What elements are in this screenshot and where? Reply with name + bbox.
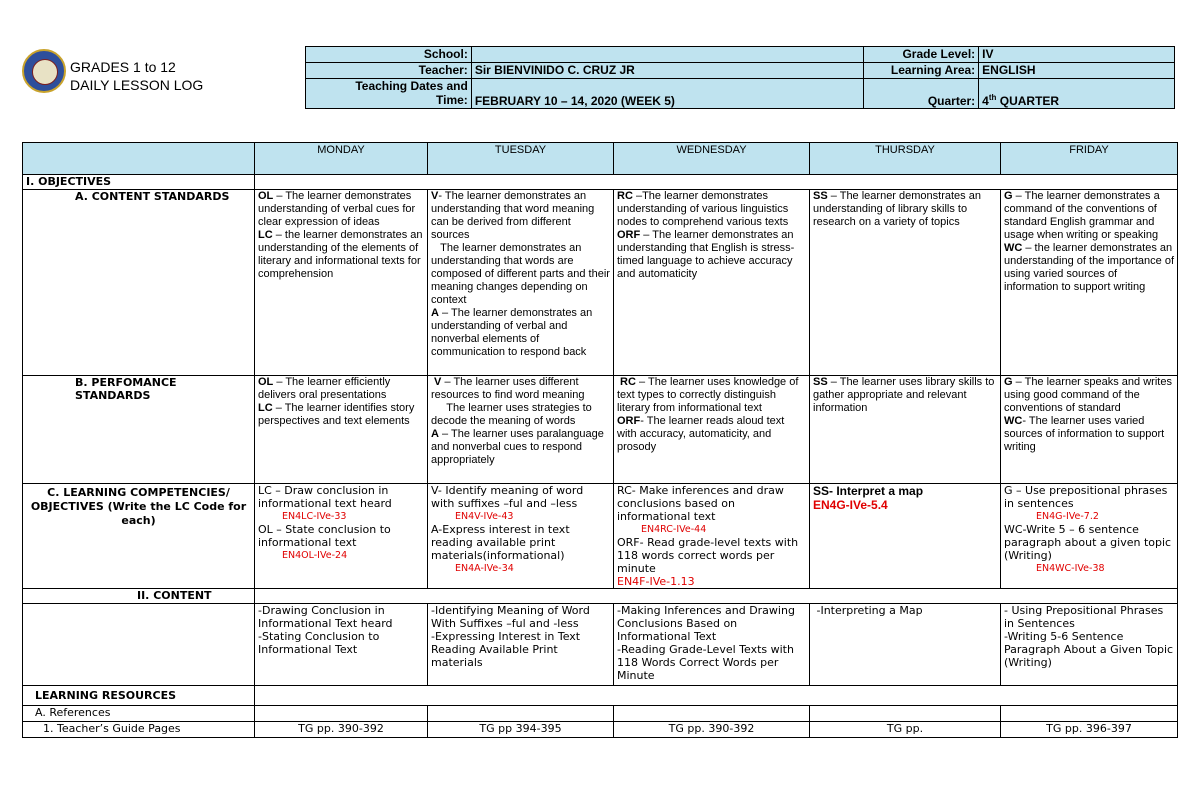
competencies-row [23, 484, 1178, 589]
content-wednesday: -Making Inferences and Drawing Conclusions Based on Informational Text -Reading Grade-Level Texts with 118 Words Correct Words per Minute [614, 604, 810, 686]
competencies-wednesday: RC- Make inferences and draw conclusions based on informational text EN4RC-IVe-44 ORF- Read grade-level texts with 118 words correct words per minute EN4F-IVe-1.13 [614, 484, 810, 589]
tg-pages-tuesday: TG pp 394-395 [428, 722, 614, 738]
lc-code: EN4LC-IVe-33 [282, 511, 347, 522]
title-line-1: GRADES 1 to 12 [70, 59, 176, 75]
performance-standards-wednesday: RC – The learner uses knowledge of text types to correctly distinguish literary from informational text ORF- The learner reads aloud text with accuracy, automaticity, and prosody [614, 376, 810, 484]
learning-resources-label: LEARNING RESOURCES [23, 686, 255, 706]
page-title [70, 58, 203, 94]
competencies-monday: LC – Draw conclusion in informational text heard EN4LC-IVe-33 OL – State conclusion to informational text EN4OL-IVe-24 [255, 484, 428, 589]
content-monday: -Drawing Conclusion in Informational Text heard -Stating Conclusion to Informational Text [255, 604, 428, 686]
content-standards-tuesday: V- The learner demonstrates an understanding that word meaning can be derived from different sources The learner demonstrates an understanding that words are composed of different parts and their meaning changes depending on context A – The learner demonstrates an understanding of verbal and nonverbal elements of communication to respond back [428, 190, 614, 376]
deped-seal-logo [22, 49, 66, 93]
content-standards-monday: OL – The learner demonstrates understanding of verbal cues for clear expression of ideas LC – the learner demonstrates an understanding of the elements of literary and informational texts for comprehension [255, 190, 428, 376]
lc-code: EN4F-IVe-1.13 [617, 575, 695, 588]
school-value [471, 47, 863, 63]
grade-level-label: Grade Level: [864, 47, 979, 63]
teacher-value: Sir BIENVINIDO C. CRUZ JR [471, 63, 863, 79]
performance-standards-label: B. PERFOMANCE STANDARDS [23, 376, 255, 484]
grade-level-value: IV [979, 47, 1175, 63]
objectives-label: I. OBJECTIVES [23, 175, 255, 190]
content-thursday: -Interpreting a Map [810, 604, 1001, 686]
content-label: II. CONTENT [23, 589, 255, 604]
lc-code: EN4OL-IVe-24 [282, 550, 348, 561]
content-row [23, 604, 1178, 686]
header-info-table [305, 46, 1175, 109]
tg-pages-thursday: TG pp. [810, 722, 1001, 738]
quarter-value: 4th QUARTER [979, 79, 1175, 109]
content-standards-thursday: SS – The learner demonstrates an understanding of library skills to research on a variety of topics [810, 190, 1001, 376]
learning-area-value: ENGLISH [979, 63, 1175, 79]
content-standards-label: A. CONTENT STANDARDS [23, 190, 255, 376]
day-thursday: THURSDAY [810, 143, 1001, 175]
day-friday: FRIDAY [1001, 143, 1178, 175]
lc-code: EN4WC-IVe-38 [1036, 563, 1105, 574]
teachers-guide-row [23, 722, 1178, 738]
teacher-label: Teacher: [306, 63, 472, 79]
title-line-2: DAILY LESSON LOG [70, 77, 204, 93]
references-row [23, 706, 1178, 722]
performance-standards-monday: OL – The learner efficiently delivers oral presentations LC – The learner identifies story perspectives and text elements [255, 376, 428, 484]
content-standards-friday: G – The learner demonstrates a command of the conventions of standard English grammar and usage when writing or speaking WC – the learner demonstrates an understanding of the importance of using varied sources of information to support writing [1001, 190, 1178, 376]
teaching-dates-label: Teaching Dates and Time: [306, 79, 472, 109]
teachers-guide-label: 1. Teacher’s Guide Pages [23, 722, 255, 738]
performance-standards-row [23, 376, 1178, 484]
performance-standards-tuesday: V – The learner uses different resources to find word meaning The learner uses strategies to decode the meaning of words A – The learner uses paralanguage and nonverbal cues to respond appropriately [428, 376, 614, 484]
teaching-dates-value: FEBRUARY 10 – 14, 2020 (WEEK 5) [471, 79, 863, 109]
tg-pages-wednesday: TG pp. 390-392 [614, 722, 810, 738]
competencies-tuesday: V- Identify meaning of word with suffixes –ful and –less EN4V-IVe-43 A-Express interest in text reading available print materials(informational) EN4A-IVe-34 [428, 484, 614, 589]
references-label: A. References [23, 706, 255, 722]
school-label: School: [306, 47, 472, 63]
competencies-thursday: SS- Interpret a map EN4G-IVe-5.4 [810, 484, 1001, 589]
objectives-row [23, 175, 1178, 190]
quarter-label: Quarter: [864, 79, 979, 109]
lc-code: EN4A-IVe-34 [455, 563, 514, 574]
content-friday: - Using Prepositional Phrases in Sentences -Writing 5-6 Sentence Paragraph About a Given Topic (Writing) [1001, 604, 1178, 686]
lc-code: EN4V-IVe-43 [455, 511, 514, 522]
competencies-friday: G – Use prepositional phrases in sentences EN4G-IVe-7.2 WC-Write 5 – 6 sentence paragraph about a given topic (Writing) EN4WC-IVe-38 [1001, 484, 1178, 589]
days-header-blank [23, 143, 255, 175]
day-tuesday: TUESDAY [428, 143, 614, 175]
tg-pages-friday: TG pp. 396-397 [1001, 722, 1178, 738]
lc-code: EN4RC-IVe-44 [641, 524, 707, 535]
tg-pages-monday: TG pp. 390-392 [255, 722, 428, 738]
performance-standards-thursday: SS – The learner uses library skills to gather appropriate and relevant information [810, 376, 1001, 484]
learning-resources-row [23, 686, 1178, 706]
performance-standards-friday: G – The learner speaks and writes using good command of the conventions of standard WC- The learner uses varied sources of information to support writing [1001, 376, 1178, 484]
day-wednesday: WEDNESDAY [614, 143, 810, 175]
content-standards-wednesday: RC –The learner demonstrates understanding of various linguistics nodes to comprehend various texts ORF – The learner demonstrates an understanding that English is stress-timed language to achieve accuracy and automaticity [614, 190, 810, 376]
lc-code: EN4G-IVe-5.4 [813, 498, 888, 512]
learning-area-label: Learning Area: [864, 63, 979, 79]
lesson-log-table [22, 142, 1178, 738]
competencies-label: C. LEARNING COMPETENCIES/ OBJECTIVES (Write the LC Code for each) [23, 484, 255, 589]
lc-code: EN4G-IVe-7.2 [1036, 511, 1099, 522]
days-header-row [23, 143, 1178, 175]
day-monday: MONDAY [255, 143, 428, 175]
content-tuesday: -Identifying Meaning of Word With Suffixes –ful and -less -Expressing Interest in Text Reading Available Print materials [428, 604, 614, 686]
content-standards-row [23, 190, 1178, 376]
content-heading-row [23, 589, 1178, 604]
